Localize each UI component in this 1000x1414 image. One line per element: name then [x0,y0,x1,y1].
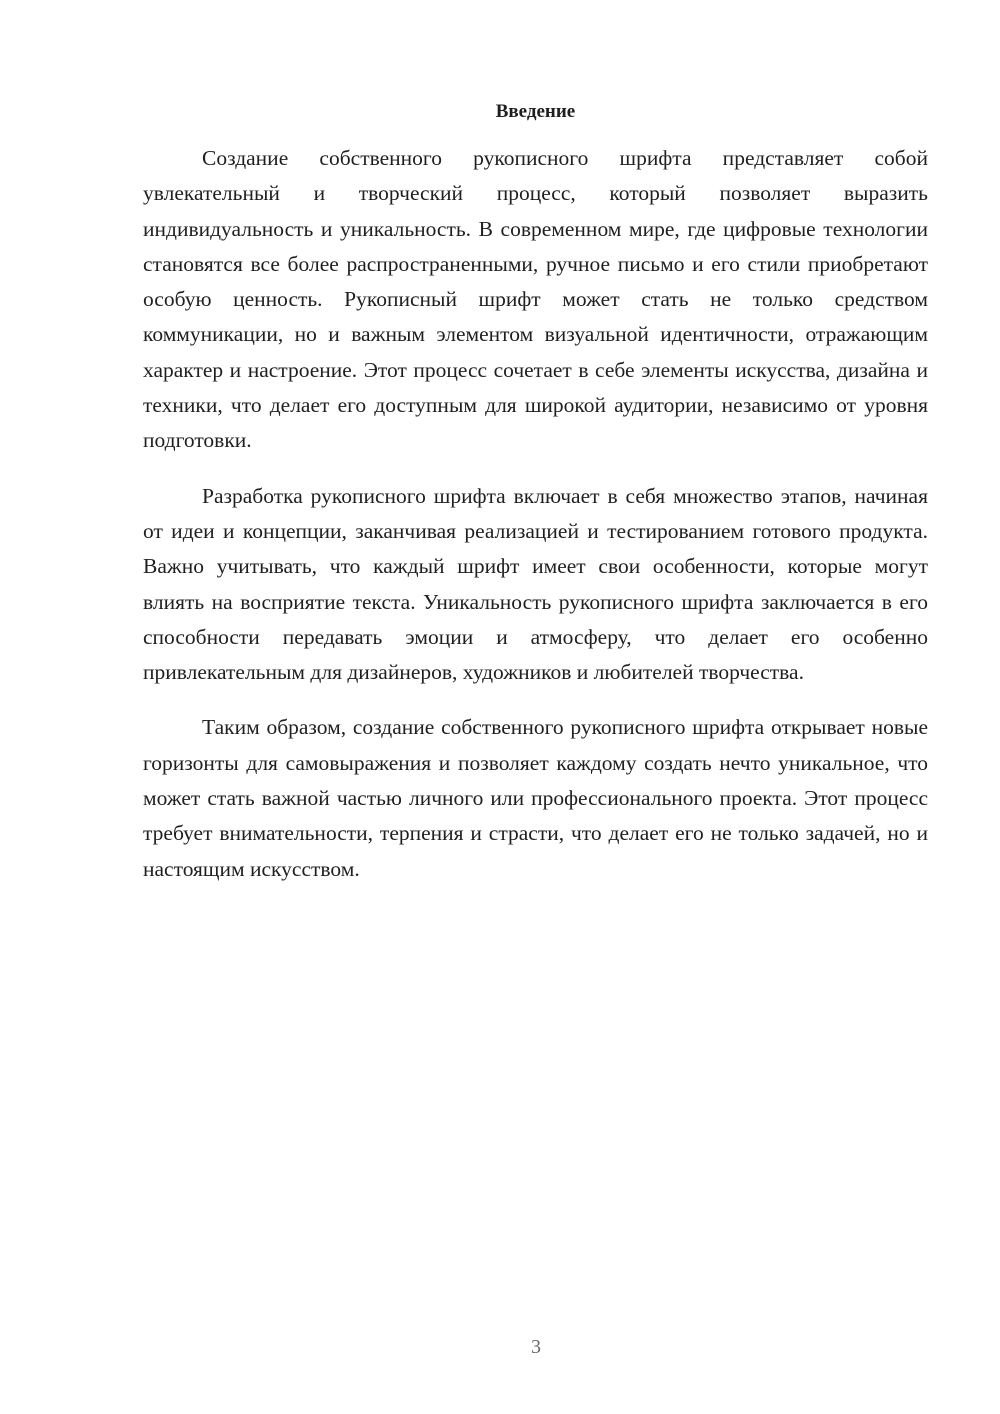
paragraph-conclusion: Таким образом, создание собственного рукописного шрифта открывает новые горизонты для самовыражения и позволяет каждому создать нечто уникальное, что может стать важной частью личного или профессионального проекта. Этот процесс требует внимательности, терпения и страсти, что делает его не только задачей, но и настоящим искусством. [143,715,928,881]
section-title: Введение [495,101,576,122]
paragraph-intro: Создание собственного рукописного шрифта представляет собой увлекательный и творческий процесс, который позволяет выразить индивидуальность и уникальность. В современном мире, где цифровые технологии становятся все более распространенными, ручное письмо и его стили приобретают особую ценность. Рукописный шрифт может стать не только средством коммуникации, но и важным элементом визуальной идентичности, отражающим характер и настроение. Этот процесс сочетает в себе элементы искусства, дизайна и техники, что делает его доступным для широкой аудитории, независимо от уровня подготовки. [143,146,928,453]
paragraph-development: Разработка рукописного шрифта включает в себя множество этапов, начиная от идеи и концепции, заканчивая реализацией и тестированием готового продукта. Важно учитывать, что каждый шрифт имеет свои особенности, которые могут влиять на восприятие текста. Уникальность рукописного шрифта заключается в его способности передавать эмоции и атмосферу, что делает его особенно привлекательным для дизайнеров, художников и любителей творчества. [143,483,928,685]
page-number: 3 [531,1336,541,1358]
page-content [143,98,928,907]
